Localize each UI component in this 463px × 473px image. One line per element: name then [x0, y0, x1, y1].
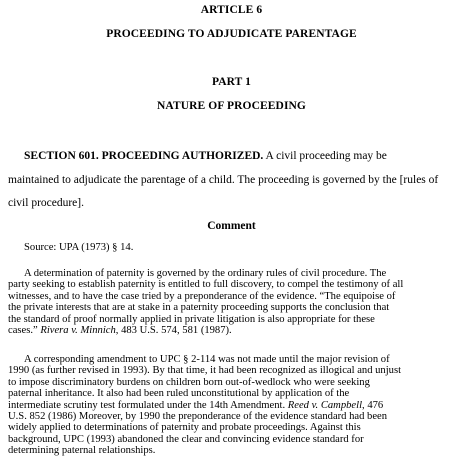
comment-paragraph-2 [8, 354, 458, 457]
para1-line-6 [8, 325, 458, 336]
section-line-1-text: A civil proceeding may be [263, 150, 387, 162]
section-line-1 [8, 145, 460, 169]
comment-heading: Comment [207, 220, 256, 232]
para2-line-6: U.S. 852 (1986) Moreover, by 1990 the preponderance of the evidence standard had been [8, 411, 388, 423]
para2-line-7: widely applied to determinations of paternity and probate proceedings. Against this [8, 422, 361, 434]
part-number: PART 1 [211, 76, 252, 88]
section-601 [8, 145, 460, 216]
source-line: Source: UPA (1973) § 14. [24, 242, 134, 253]
case-citation-reed: Reed v. Campbell [287, 399, 363, 411]
para2-line-5 [8, 400, 458, 411]
comment-paragraph-1 [8, 268, 458, 336]
section-line-3: civil procedure]. [8, 197, 84, 209]
section-line-2: maintained to adjudicate the parentage of a child. The proceeding is governed by the [rules of [8, 173, 439, 186]
para1-line-4: the private interests that are at stake in a paternity proceeding supports the conclusion that [8, 302, 390, 314]
para1-line-1: A determination of paternity is governed by the ordinary rules of civil procedure. The [24, 268, 387, 279]
article-number: ARTICLE 6 [200, 4, 263, 16]
para2-line-8: background, UPC (1993) abandoned the clear and convincing evidence standard for [8, 433, 364, 445]
para2-line-5-start: intermediate scrutiny test formulated under the 14th Amendment. [8, 399, 288, 411]
article-title: PROCEEDING TO ADJUDICATE PARENTAGE [106, 28, 357, 40]
case-citation-rivera: Rivera v. Minnich [40, 325, 116, 337]
para1-line-3: witnesses, and to have the case tried by a preponderance of the evidence. “The equipoise of [8, 290, 396, 302]
para2-line-9: determining paternal relationships. [8, 445, 156, 457]
comment-source [8, 242, 458, 253]
para1-line-6-start: cases.” [8, 325, 41, 337]
para2-line-5-end: , 476 [362, 399, 384, 411]
para1-line-2: party seeking to establish paternity is entitled to full discovery, to compel the testimony of all [8, 279, 404, 291]
para2-line-3: to impose discriminatory burdens on children born out-of-wedlock who were seeking [8, 376, 370, 388]
para2-line-4: paternal inheritance. It also had been ruled unconstitutional by application of the [8, 388, 350, 400]
section-heading: SECTION 601. PROCEEDING AUTHORIZED. [24, 150, 264, 162]
para2-line-2: 1990 (as further revised in 1993). By that time, it had been recognized as illogical and unjust [8, 365, 402, 377]
para2-line-1: A corresponding amendment to UPC § 2-114 was not made until the major revision of [24, 354, 390, 365]
para1-line-5: the standard of proof normally applied in private litigation is also appropriate for these [8, 313, 375, 325]
part-title: NATURE OF PROCEEDING [157, 100, 306, 112]
para1-line-6-end: , 483 U.S. 574, 581 (1987). [115, 325, 232, 337]
